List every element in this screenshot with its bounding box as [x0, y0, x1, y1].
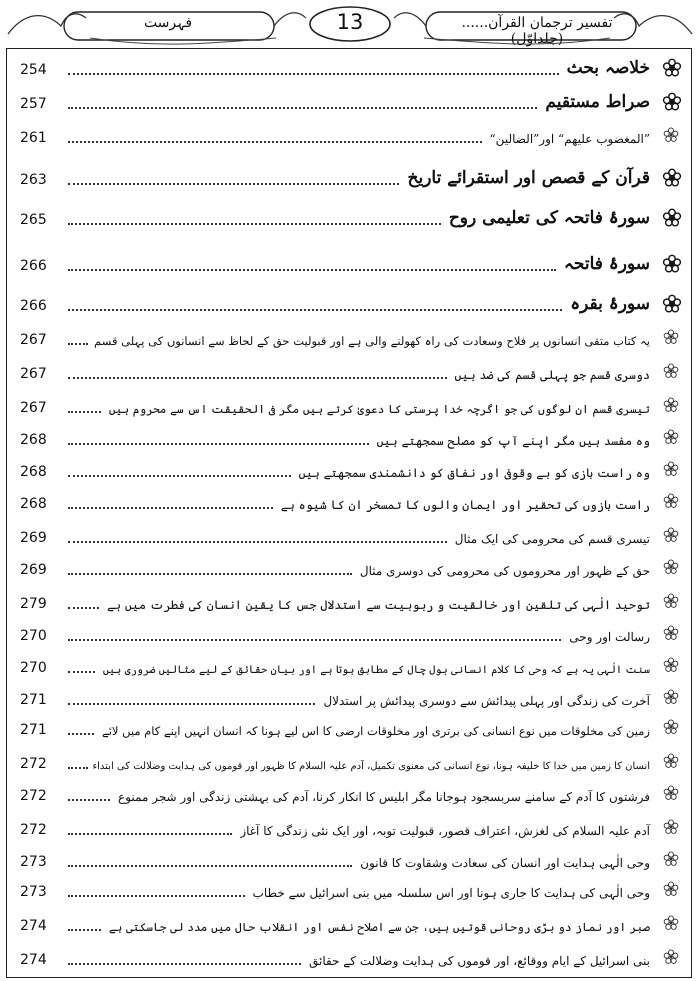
dot-leader	[68, 309, 562, 311]
flower-bullet-icon	[662, 818, 682, 838]
toc-page-number: 271	[20, 722, 47, 738]
dot-leader	[68, 573, 352, 575]
toc-entry[interactable]	[6, 200, 692, 230]
toc-page-number: 267	[20, 332, 47, 348]
toc-entry-title: وہ راست بازی کو بے وقوفی اور نفاق کو دانشمندی سمجھتے ہیں	[298, 466, 650, 480]
toc-entry[interactable]	[6, 286, 692, 316]
flower-bullet-icon	[662, 880, 682, 900]
toc-entry[interactable]	[6, 320, 692, 350]
toc-entry-title: سورۂ فاتحہ کی تعلیمی روح	[448, 208, 650, 228]
flower-bullet-icon	[662, 168, 682, 188]
toc-entry[interactable]	[6, 776, 692, 806]
toc-entry[interactable]	[6, 246, 692, 276]
toc-page-number: 270	[20, 660, 47, 676]
flower-bullet-icon	[662, 428, 682, 448]
toc-entry-title: یہ کتاب متقی انسانوں پر فلاح وسعادت کی راہ کھولنے والی ہے اور قبولیت حق کے لحاظ سے انسانوں کی پہلی قسم	[94, 334, 650, 348]
dot-leader	[68, 639, 561, 641]
toc-entry[interactable]	[6, 710, 692, 740]
dot-leader	[68, 73, 559, 75]
flower-bullet-icon	[662, 948, 682, 968]
dot-leader	[68, 141, 482, 143]
toc-entry-title: فرشتوں کا آدم کے سامنے سربسجود ہوجانا مگر ابلیس کا انکار کرنا، آدم کی بہشتی زندگی اور شجر ممنوع	[118, 790, 650, 804]
toc-entry[interactable]	[6, 84, 692, 114]
flower-bullet-icon	[662, 254, 682, 274]
flower-bullet-icon	[662, 558, 682, 578]
toc-entry[interactable]	[6, 420, 692, 450]
flower-bullet-icon	[662, 718, 682, 738]
toc-entry-title: رسالت اور وحی	[569, 630, 650, 644]
dot-leader	[68, 671, 95, 673]
dot-leader	[68, 475, 291, 477]
toc-entry[interactable]	[6, 118, 692, 148]
toc-entry-title: سنت الٰہی یہ ہے کہ وحی کا کلام انسانی بول چال کے مطابق ہوتا ہے اور بیان حقائق کے لیے مثالیں ضروری ہیں	[102, 664, 650, 676]
page-number: 13	[336, 10, 364, 34]
flower-bullet-icon	[662, 294, 682, 314]
toc-entry-title: آخرت کی زندگی اور پہلی پیدائش سے دوسری پیدائش پر استدلال	[323, 694, 650, 708]
toc-page-number: 272	[20, 756, 47, 772]
dot-leader	[68, 107, 537, 109]
toc-entry-title: صبر اور نماز دو بڑی روحانی قوتیں ہیں، جن سے اصلاح نفس اور انقلاب حال میں مدد لی جاسکتی ہے	[108, 920, 650, 934]
toc-entry[interactable]	[6, 842, 692, 872]
toc-entry-title: دوسری قسم جو پہلی قسم کی ضد ہیں	[454, 368, 650, 382]
page-header	[6, 4, 694, 46]
toc-entry[interactable]	[6, 160, 692, 190]
flower-bullet-icon	[662, 526, 682, 546]
toc-page-number: 279	[20, 596, 47, 612]
flower-bullet-icon	[662, 58, 682, 78]
dot-leader	[68, 343, 88, 345]
header-right-title: تفسیر ترجمان القرآن......(جلداوّل)	[461, 15, 613, 47]
toc-page-number: 272	[20, 822, 47, 838]
flower-bullet-icon	[662, 752, 682, 772]
toc-entry[interactable]	[6, 550, 692, 580]
flower-bullet-icon	[662, 460, 682, 480]
toc-entry-title: بنی اسرائیل کے ایام ووقائع، اور قوموں کی ہدایت وضلالت کے حقائق	[308, 954, 650, 968]
toc-entry[interactable]	[6, 940, 692, 970]
toc-page-number: 271	[20, 692, 47, 708]
toc-page-number: 261	[20, 130, 47, 146]
dot-leader	[68, 411, 101, 413]
dot-leader	[68, 895, 245, 897]
toc-entry[interactable]	[6, 354, 692, 384]
toc-page-number: 266	[20, 258, 47, 274]
toc-page-number: 274	[20, 918, 47, 934]
toc-entry-title: آدم علیہ السلام کی لغزش، اعتراف قصور، قبولیت توبہ، اور ایک نئی زندگی کا آغاز	[240, 824, 650, 838]
toc-page-number: 273	[20, 884, 47, 900]
toc-page-number: 263	[20, 172, 47, 188]
toc-page-number: 274	[20, 952, 47, 968]
dot-leader	[68, 269, 556, 271]
toc-entry-title: صراط مستقیم	[545, 92, 650, 112]
toc-page-number: 265	[20, 212, 47, 228]
toc-entry-title: قرآن کے قصص اور استقرائے تاریخ	[407, 168, 650, 188]
header-left-title: فہرست	[143, 15, 193, 31]
flower-bullet-icon	[662, 592, 682, 612]
flower-bullet-icon	[662, 92, 682, 112]
toc-entry-title: خلاصہ بحث	[566, 58, 650, 78]
dot-leader	[68, 963, 301, 965]
toc-entry-title: زمین کی مخلوقات میں نوع انسانی کی برتری اور مخلوقات ارضی کا اس لیے ہونا کہ انسان انہیں اپنے کام میں لائے	[101, 724, 650, 738]
flower-bullet-icon	[662, 362, 682, 382]
toc-entry[interactable]	[6, 484, 692, 514]
toc-entry[interactable]	[6, 584, 692, 614]
dot-leader	[68, 865, 352, 867]
flower-bullet-icon	[662, 656, 682, 676]
toc-entry-title: توحید الٰہی کی تلقین اور خالقیت و ربوبیت سے استدلال جس کا یقین انسان کی فطرت میں ہے	[107, 598, 650, 612]
dot-leader	[68, 377, 447, 379]
flower-bullet-icon	[662, 624, 682, 644]
toc-page-number: 254	[20, 62, 47, 78]
flower-bullet-icon	[662, 328, 682, 348]
toc-page-number: 269	[20, 530, 47, 546]
dot-leader	[68, 929, 101, 931]
dot-leader	[68, 733, 94, 735]
toc-entry-title: وحی الٰہی کی ہدایت کا جاری ہونا اور اس سلسلہ میں بنی اسرائیل سے خطاب	[252, 886, 650, 900]
toc-entry[interactable]	[6, 872, 692, 902]
dot-leader	[68, 607, 99, 609]
toc-page-number: 266	[20, 298, 47, 314]
toc-page-number: 267	[20, 400, 47, 416]
dot-leader	[68, 833, 232, 835]
toc-entry[interactable]	[6, 648, 692, 678]
toc-entry-title: سورۂ بقرہ	[570, 294, 650, 314]
toc-entry-title: وہ مفسد ہیں مگر اپنے آپ کو مصلح سمجھتے ہیں	[376, 434, 650, 448]
toc-entry[interactable]	[6, 388, 692, 418]
toc-entry[interactable]	[6, 50, 692, 80]
toc-page-number: 268	[20, 496, 47, 512]
toc-page-number: 268	[20, 464, 47, 480]
toc-entry[interactable]	[6, 518, 692, 548]
toc-page-number: 269	[20, 562, 47, 578]
toc-entry[interactable]	[6, 906, 692, 936]
toc-page-number: 267	[20, 366, 47, 382]
toc-entry[interactable]	[6, 810, 692, 840]
dot-leader	[68, 443, 369, 445]
toc-entry-title: حق کے ظہور اور محروموں کی محرومی کی دوسری مثال	[359, 564, 650, 578]
dot-leader	[68, 703, 315, 705]
dot-leader	[68, 223, 441, 225]
toc-entry-title: ”المغضوب علیھم“ اور”الضالین“	[489, 132, 650, 146]
flower-bullet-icon	[662, 688, 682, 708]
flower-bullet-icon	[662, 914, 682, 934]
toc-entry[interactable]	[6, 680, 692, 710]
toc-entry-title: تیسری قسم ان لوگوں کی جو اگرچہ خدا پرستی کا دعویٰ کرتے ہیں مگر فی الحقیقت اس سے محروم ہیں	[108, 402, 650, 416]
toc-page-number: 270	[20, 628, 47, 644]
toc-page-number: 257	[20, 96, 47, 112]
toc-entry-title: انسان کا زمین میں خدا کا خلیفہ ہونا، نوع انسانی کی معنوی تکمیل، آدم علیہ السلام کا ظہور اور قوموں کی ہدایت وضلالت کی ابتداء	[92, 761, 650, 772]
toc-entry[interactable]	[6, 452, 692, 482]
toc-page-number: 268	[20, 432, 47, 448]
dot-leader	[68, 507, 273, 509]
flower-bullet-icon	[662, 850, 682, 870]
flower-bullet-icon	[662, 492, 682, 512]
toc-page-number: 273	[20, 854, 47, 870]
toc-entry-title: وحی الٰہی ہدایت اور انسان کی سعادت وشقاوت کا قانون	[360, 856, 650, 870]
dot-leader	[68, 767, 88, 769]
toc-entry-title: راست بازوں کی تحقیر اور ایمان والوں کا تمسخر ان کا شیوہ ہے	[280, 498, 650, 512]
flower-bullet-icon	[662, 784, 682, 804]
toc-entry-title: تیسری قسم کی محرومی کی ایک مثال	[454, 532, 650, 546]
dot-leader	[68, 799, 110, 801]
flower-bullet-icon	[662, 396, 682, 416]
toc-entry[interactable]	[6, 616, 692, 646]
dot-leader	[68, 541, 447, 543]
toc-page-number: 272	[20, 788, 47, 804]
flower-bullet-icon	[662, 208, 682, 228]
toc-entry-title: سورۂ فاتحہ	[563, 254, 650, 274]
dot-leader	[68, 183, 399, 185]
toc-entry[interactable]	[6, 744, 692, 774]
flower-bullet-icon	[662, 126, 682, 146]
